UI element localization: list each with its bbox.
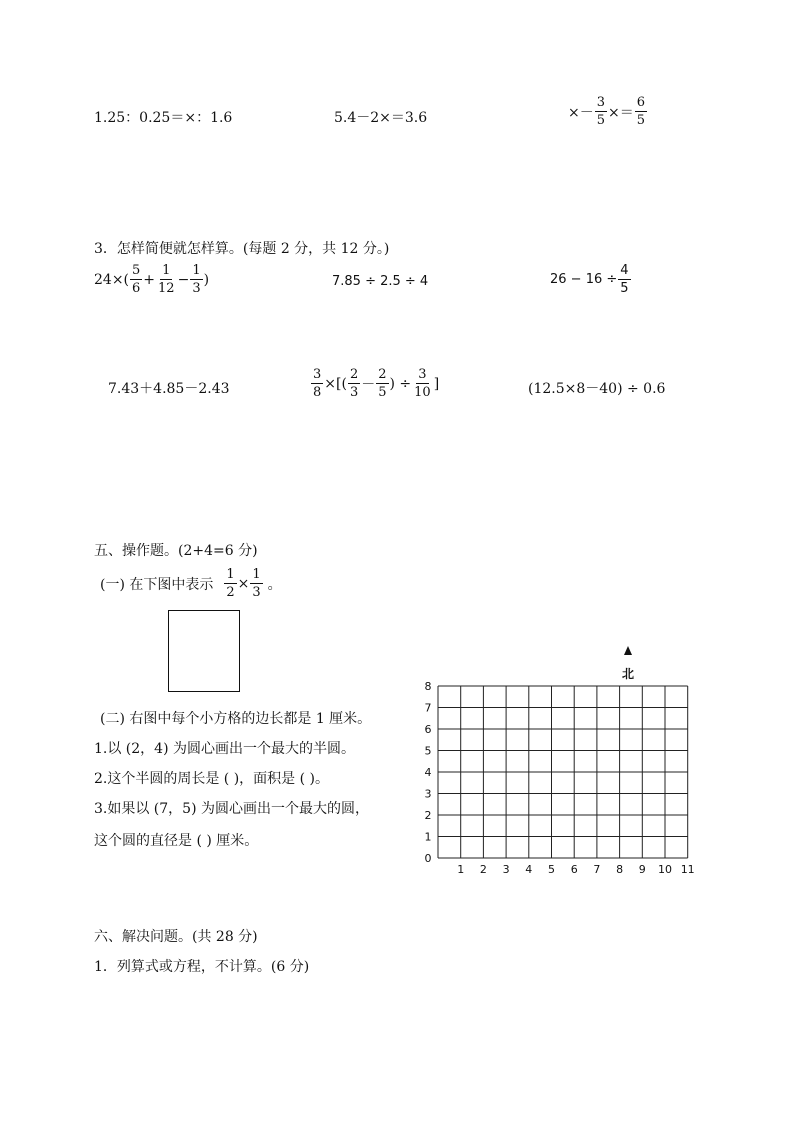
equation-fraction	[568, 96, 648, 127]
question-5-2-3b: 这个圆的直径是 ( ) 厘米。	[94, 833, 259, 849]
p1-fraction-2: $\frac{1}{12}$	[158, 263, 175, 296]
part-1-op: ×	[237, 575, 250, 592]
p5-fraction-0: $\frac{3}{8}$	[313, 367, 322, 400]
question-5-2-1: 1.以 (2，4) 为圆心画出一个最大的半圆。	[94, 741, 355, 757]
p1-tail: )	[203, 271, 210, 288]
p1-op1: +	[143, 271, 156, 288]
x-tick-label: 10	[658, 863, 672, 876]
p5-fraction-2: $\frac{2}{5}$	[378, 367, 387, 400]
x-tick-label: 2	[479, 863, 487, 876]
p5-part-c: ]	[433, 375, 440, 392]
p1-op2: −	[177, 271, 190, 288]
section-5-title: 五、操作题。(2+4=6 分)	[94, 543, 258, 559]
problem-2: 7.85 ÷ 2.5 ÷ 4	[332, 274, 429, 289]
question-5-2-3: 3.如果以 (7，5) 为圆心画出一个最大的圆，	[94, 801, 369, 817]
part-2-text: (二) 右图中每个小方格的边长都是 1 厘米。	[100, 711, 372, 727]
equation-linear: 5.4－2×＝3.6	[334, 110, 428, 126]
p5-fraction-1: $\frac{2}{3}$	[349, 367, 359, 400]
x-tick-label: 1	[457, 863, 465, 876]
p1-fraction-1: $\frac{5}{6}$	[132, 263, 141, 296]
p1-fraction-3: $\frac{1}{3}$	[192, 263, 201, 296]
eq3-part-b: ×＝	[608, 104, 634, 121]
p5-part-b: ) ÷	[389, 375, 412, 392]
question-3-title: 3．怎样简便就怎样算。(每题 2 分，共 12 分。)	[94, 241, 390, 257]
problem-4: 7.43＋4.85－2.43	[108, 381, 230, 397]
y-tick-label: 4	[424, 766, 432, 779]
p5-part-a: ×[(	[324, 375, 347, 392]
y-tick-label: 1	[424, 830, 432, 844]
north-label: 北	[621, 667, 635, 681]
y-tick-label: 7	[424, 701, 432, 715]
p1-lead: 24×(	[94, 271, 130, 288]
x-tick-label: 9	[638, 863, 646, 876]
part-1-fraction-1: $\frac{1}{2}$	[226, 567, 235, 600]
part-1-text: (一) 在下图中表示	[100, 576, 214, 593]
p3-fraction: $\frac{4}{5}$	[620, 263, 629, 296]
y-tick-label: 3	[424, 787, 432, 801]
p3-lead: 26 − 16 ÷	[550, 272, 618, 287]
problem-5	[310, 368, 439, 399]
y-tick-label: 6	[424, 723, 432, 736]
x-tick-label: 5	[548, 863, 555, 876]
x-tick-label: 11	[680, 863, 695, 876]
part-1-fraction-2: $\frac{1}{3}$	[252, 567, 261, 600]
problem-3	[550, 264, 632, 295]
x-tick-label: 6	[570, 863, 578, 876]
coordinate-grid	[412, 638, 704, 888]
x-tick-label: 3	[502, 863, 510, 876]
y-tick-label: 8	[424, 680, 432, 693]
problem-6: (12.5×8－40) ÷ 0.6	[528, 381, 666, 397]
p5-op: －	[361, 376, 376, 393]
y-tick-label: 0	[424, 852, 432, 865]
section-6-title: 六、解决问题。(共 28 分)	[94, 929, 258, 945]
equation-proportion: 1.25：0.25＝×：1.6	[94, 110, 233, 126]
problem-1	[94, 264, 209, 295]
eq3-fraction-1: $\frac{3}{5}$	[596, 95, 606, 128]
blank-rectangle	[168, 610, 240, 692]
eq3-part-a: ×－	[568, 104, 594, 121]
x-tick-label: 8	[616, 863, 624, 876]
part-1-end: 。	[267, 576, 282, 593]
north-arrow-icon	[624, 646, 632, 655]
eq3-fraction-2: $\frac{6}{5}$	[636, 95, 646, 128]
question-6-1: 1．列算式或方程，不计算。(6 分)	[94, 959, 310, 975]
x-tick-label: 4	[525, 863, 533, 876]
p5-fraction-3: $\frac{3}{10}$	[414, 367, 431, 400]
part-1-line	[100, 568, 282, 599]
y-tick-label: 5	[424, 744, 432, 758]
question-5-2-2: 2.这个半圆的周长是 ( )，面积是 ( )。	[94, 771, 330, 787]
x-tick-label: 7	[593, 863, 601, 876]
y-tick-label: 2	[424, 809, 432, 822]
